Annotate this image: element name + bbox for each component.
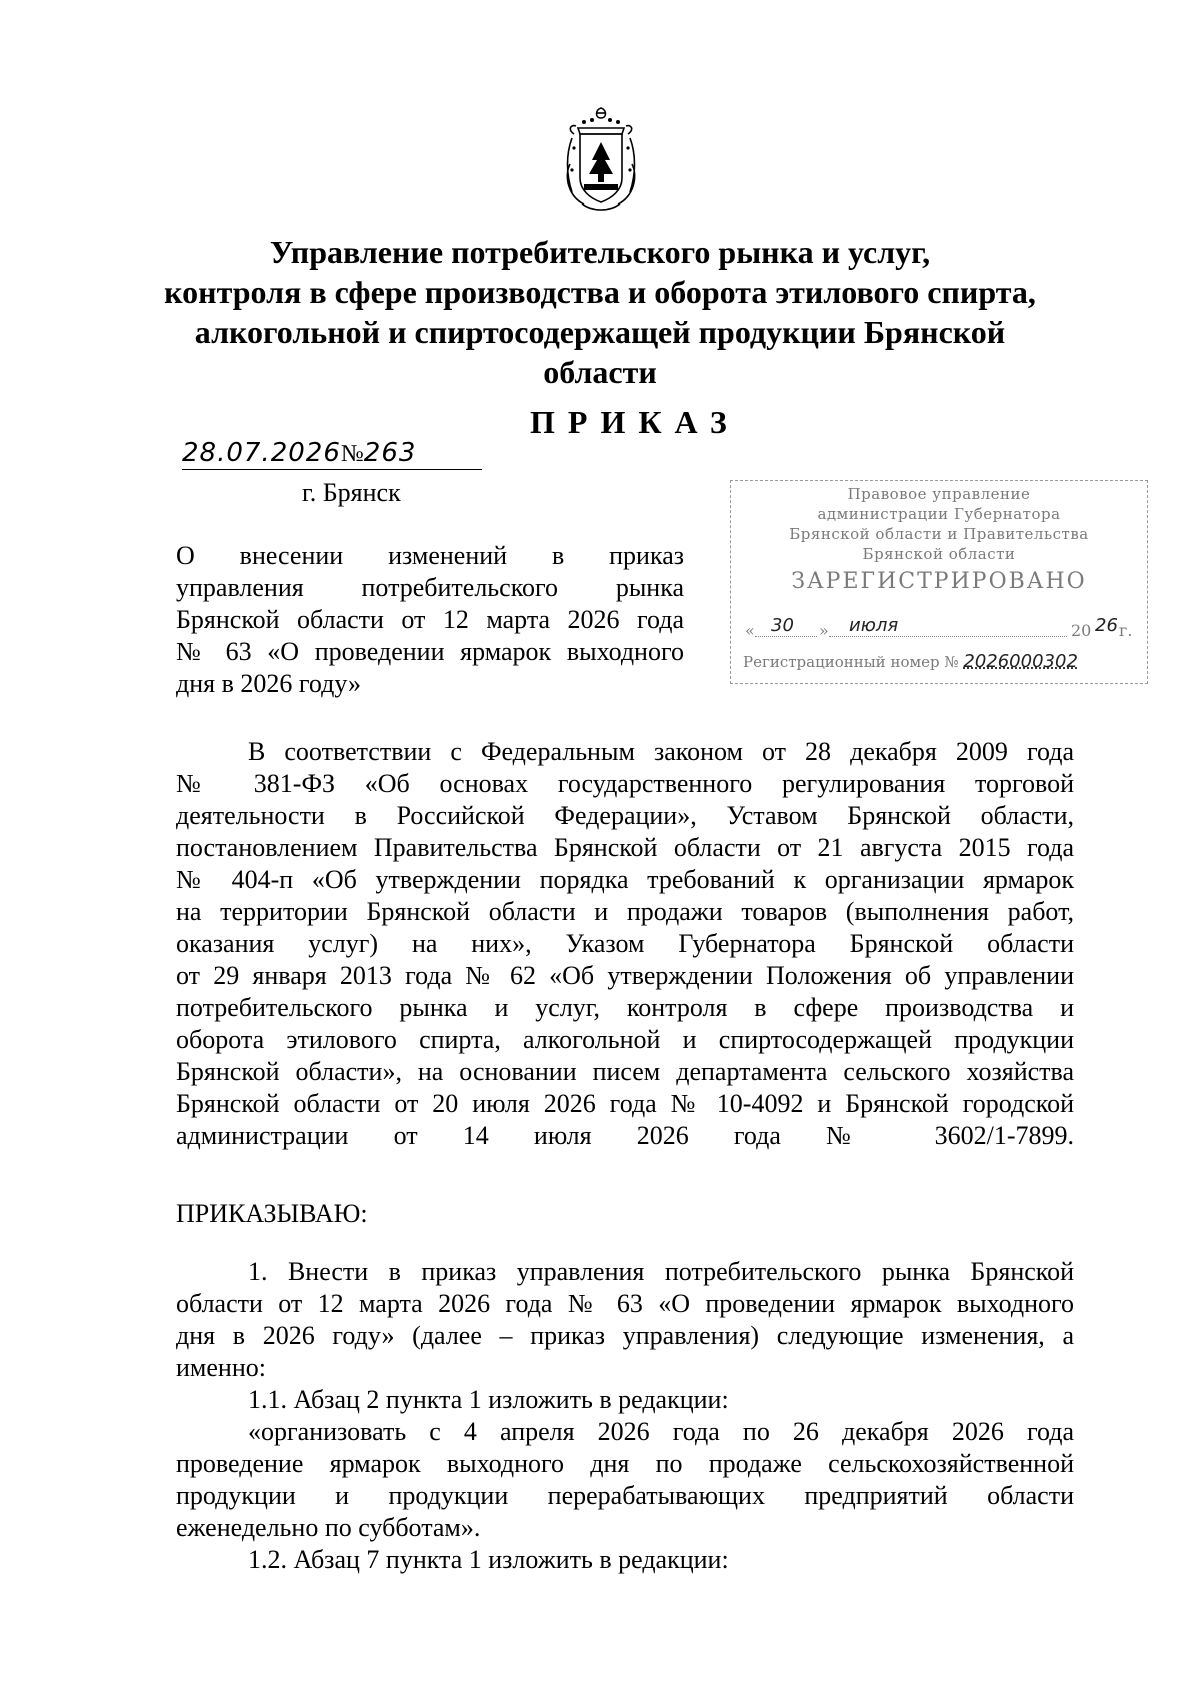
paragraph-line: оборота этилового спирта, алкогольной и спиртосодержащей продукции bbox=[176, 1025, 1074, 1054]
subject-line: управления потребительского рынка bbox=[176, 573, 684, 602]
paragraph-line: проведение ярмарок выходного дня по продаже сельскохозяйственной bbox=[176, 1449, 1074, 1478]
stamp-day: 30 bbox=[771, 615, 794, 636]
paragraph-line: потребительского рынка и услуг, контроля в сфере производства и bbox=[176, 993, 1074, 1022]
stamp-quote-close: » bbox=[819, 621, 829, 640]
registration-stamp bbox=[730, 480, 1148, 684]
stamp-month-field bbox=[829, 636, 1067, 637]
paragraph-line: оказания услуг) на них», Указом Губернатора Брянской области bbox=[176, 929, 1074, 958]
stamp-registered: ЗАРЕГИСТРИРОВАНО bbox=[791, 569, 1087, 594]
order-date-number bbox=[182, 436, 482, 470]
paragraph-line: области от 12 марта 2026 года № 63 «О проведении ярмарок выходного bbox=[176, 1289, 1074, 1318]
paragraph-line bbox=[176, 1152, 1074, 1184]
paragraph-line: «организовать с 4 апреля 2026 года по 26 декабря 2026 года bbox=[248, 1417, 1074, 1446]
preamble-paragraph bbox=[176, 736, 1074, 1184]
stamp-reg-number-row bbox=[743, 651, 1139, 672]
number-sign: № bbox=[340, 441, 364, 467]
date-underline bbox=[182, 469, 482, 470]
paragraph-line: № 381-ФЗ «Об основах государственного регулирования торговой bbox=[176, 769, 1074, 798]
org-title-line: Управление потребительского рынка и услуг, bbox=[269, 234, 931, 270]
stamp-year-prefix: 20 bbox=[1071, 621, 1092, 640]
paragraph-line: 1. Внести в приказ управления потребительского рынка Брянской bbox=[248, 1257, 1074, 1286]
stamp-quote-open: « bbox=[745, 621, 755, 640]
order-subject bbox=[176, 540, 684, 700]
city-label: г. Брянск bbox=[302, 478, 401, 507]
stamp-year-unit: г. bbox=[1119, 621, 1133, 640]
subject-line: дня в 2026 году» bbox=[176, 669, 362, 698]
paragraph-line: 1.2. Абзац 7 пункта 1 изложить в редакции: bbox=[248, 1545, 729, 1574]
paragraph-line: Брянской области», на основании писем департамента сельского хозяйства bbox=[176, 1057, 1074, 1086]
paragraph-line: В соответствии с Федеральным законом от 28 декабря 2009 года bbox=[248, 737, 1074, 766]
paragraph-line: постановлением Правительства Брянской области от 21 августа 2015 года bbox=[176, 833, 1074, 862]
handwritten-number: 263 bbox=[363, 438, 417, 468]
subject-line: № 63 «О проведении ярмарок выходного bbox=[176, 637, 684, 666]
org-title-line: алкогольной и спиртосодержащей продукции Брянской bbox=[194, 314, 1006, 350]
paragraph-line: на территории Брянской области и продажи товаров (выполнения работ, bbox=[176, 897, 1074, 926]
stamp-year-suffix: 26 bbox=[1095, 615, 1118, 636]
stamp-line: Правовое управление bbox=[847, 485, 1031, 503]
paragraph-line: № 404-п «Об утверждении порядка требований к организации ярмарок bbox=[176, 865, 1074, 894]
order-items bbox=[176, 1256, 1074, 1576]
stamp-month: июля bbox=[849, 615, 899, 636]
paragraph-line: Брянской области от 20 июля 2026 года № 10-4092 и Брянской городской bbox=[176, 1089, 1074, 1118]
paragraph-line: еженедельно по субботам». bbox=[176, 1513, 481, 1542]
paragraph-line: 1.1. Абзац 2 пункта 1 изложить в редакции: bbox=[248, 1385, 729, 1414]
handwritten-date: 28.07.2026 bbox=[182, 438, 341, 468]
subject-line: Брянской области от 12 марта 2026 года bbox=[176, 605, 684, 634]
paragraph-line: от 29 января 2013 года № 62 «Об утверждении Положения об управлении bbox=[176, 961, 1074, 990]
org-title-line: контроля в сфере производства и оборота этилового спирта, bbox=[164, 274, 1036, 310]
paragraph-line: продукции и продукции перерабатывающих предприятий области bbox=[176, 1481, 1074, 1510]
paragraph-line: дня в 2026 году» (далее – приказ управления) следующие изменения, а bbox=[176, 1321, 1074, 1350]
organization-title bbox=[150, 232, 1050, 392]
stamp-day-field bbox=[755, 636, 817, 637]
stamp-line: администрации Губернатора bbox=[817, 505, 1061, 523]
subject-line: О внесении изменений в приказ bbox=[176, 541, 684, 570]
stamp-line: Брянской области и Правительства bbox=[789, 525, 1089, 543]
stamp-reg-number-label: Регистрационный номер № bbox=[743, 653, 959, 671]
org-title-line: области bbox=[543, 354, 657, 390]
stamp-reg-number: 2026000302 bbox=[963, 651, 1078, 672]
stamp-line: Брянской области bbox=[862, 545, 1016, 563]
stamp-date-row bbox=[745, 615, 1139, 641]
paragraph-line: администрации от 14 июля 2026 года № 3602/1-7899. bbox=[176, 1121, 1074, 1150]
paragraph-line: деятельности в Российской Федерации», Уставом Брянской области, bbox=[176, 801, 1074, 830]
document-type-heading: ПРИКАЗ bbox=[530, 404, 740, 440]
order-verb: ПРИКАЗЫВАЮ: bbox=[176, 1199, 368, 1228]
coat-of-arms-icon bbox=[562, 104, 640, 214]
paragraph-line: именно: bbox=[176, 1353, 266, 1382]
